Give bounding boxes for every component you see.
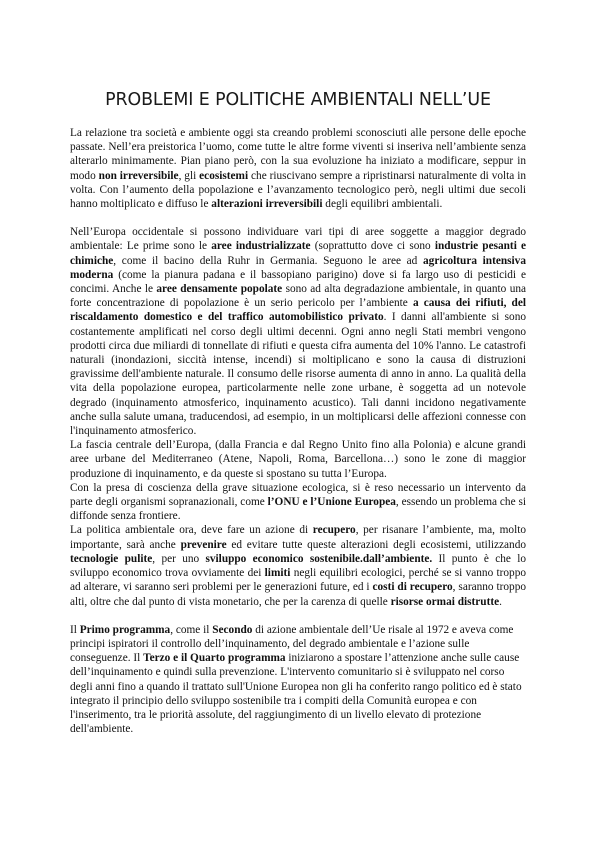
bold-text: tecnologie pulite (70, 552, 153, 565)
text-run: , saranno troppo alti, oltre che dal punto di vista monetario, che per la carenza di quelle (70, 581, 526, 608)
text-run: (come la pianura padana e il bassopiano parigino) dove si fa largo uso di pesticidi e concimi. Anche le (70, 268, 526, 296)
text-run: ed evitare tutte queste alterazioni degli ecosistemi, utilizzando (226, 538, 526, 551)
bold-text: Terzo e il Quarto programma (143, 652, 286, 665)
text-run: La fascia centrale dell’Europa, (dalla Francia e dal Regno Unito fino alla Polonia) e alcune grandi aree urbane del Mediterraneo (Atene, Napoli, Roma, Barcellona…) sono le zone di maggior produzione di inquinamento, e da queste si spostano su tutta l’Europa. (70, 439, 526, 480)
text-run: La relazione tra società e ambiente oggi sta creando problemi sconosciuti alle persone delle epoche passate. Nell’era preistorica l’uomo, come tutte le altre forme viventi si inseriva nell’ambiente senza alterarlo minimamente. Pian piano però, con la sua evoluzione ha iniziato a modificare, seppur in modo (70, 127, 526, 182)
text-run: La politica ambientale ora, deve fare un azione di (70, 524, 313, 537)
text-run: , gli (178, 169, 200, 182)
bold-text: prevenire (180, 538, 227, 551)
document-body (70, 126, 526, 736)
bold-text: non irreversibile (98, 169, 179, 182)
text-run: Il (70, 623, 80, 636)
paragraph (70, 623, 526, 737)
text-run: Nell’Europa occidentale si possono individuare vari tipi di aree soggette a maggior degrado ambientale: Le prime sono le (70, 226, 526, 253)
paragraph (70, 225, 526, 438)
text-run: Con la presa di coscienza della grave situazione ecologica, si è reso necessario un intervento da parte degli organismi sopranazionali, come (70, 481, 526, 509)
text-run: sono ad alta degradazione ambientale, in quanto una forte concentrazione di popolazione è un serio pericolo per l’ambiente (70, 283, 527, 310)
paragraph (70, 523, 526, 608)
bold-text: a causa dei rifiuti, del riscaldamento domestico e del traffico automobilistico privato (70, 297, 526, 324)
bold-text: risorse ormai distrutte (390, 595, 500, 608)
bold-text: aree densamente popolate (156, 283, 283, 296)
paragraph (70, 438, 526, 481)
bold-text: industrie pesanti e chimiche (70, 240, 526, 267)
text-run: , per uno (152, 552, 206, 565)
text-run: iniziarono a spostare l’attenzione anche sulle cause dell’inquinamento e quindi sulla prevenzione. L'intervento comunitario si è sviluppato nel corso degli anni fino a quando il trattato sull'Unione Europea non gli ha conferito rango politico ed è stato integrato il principio dello sviluppo sostenibile tra i compiti della Comunità europea e con l'inserimento, tra le priorità assolute, del raggiungimento di un livello elevato di protezione dell'ambiente. (70, 652, 522, 736)
text-run: degli equilibri ambientali. (322, 198, 443, 211)
text-run: , come il (170, 623, 213, 636)
text-run: . I danni all'ambiente si sono costantemente amplificati nel corso degli ultimi decenni. Ogni anno negli Stati membri vengono prodotti circa due miliardi di tonnellate di rifiuti e questa cifra aumenta del 10% l'anno. Le catastrofi naturali (inondazioni, siccità intense, incendi) si moltiplicano e sono la causa di distruzioni gravissime dell'ambiente naturale. Il consumo delle risorse aumenta di anno in anno. La qualità della vita della popolazione europea, particolarmente nelle zone urbane, è soggetta ad un notevole degrado (inquinamento atmosferico, inquinamento acustico). Tali danni incidono negativamente anche sulla salute umana, traducendosi, ad esempio, in un moltiplicarsi delle affezioni connesse con l'inquinamento atmosferico. (70, 311, 526, 438)
bold-text: agricoltura intensiva moderna (70, 254, 526, 281)
text-run: , come il bacino della Ruhr in Germania. Seguono le aree ad (113, 254, 424, 267)
bold-text: Secondo (212, 623, 253, 636)
text-run: (soprattutto dove ci sono (310, 240, 435, 253)
text-run: Il punto è che lo sviluppo economico trova ovviamente dei (70, 552, 527, 580)
bold-text: recupero (312, 524, 356, 537)
paragraph (70, 481, 526, 524)
text-run: , per risanare l’ambiente, ma, molto importante, sarà anche (70, 524, 526, 551)
bold-text: sviluppo economico sostenibile.dall’ambiente. (205, 552, 433, 565)
bold-text: aree industrializzate (211, 240, 311, 253)
text-run: . (499, 595, 502, 608)
text-run: di azione ambientale dell’Ue risale al 1972 e aveva come principi ispiratori il controllo dell’inquinamento, del degrado ambientale e l’azione sulle conseguenze. Il (70, 623, 514, 665)
text-run: negli equilibri ecologici, perché se si vanno troppo ad alterare, vi saranno seri problemi per le generazioni future, ed i (70, 567, 527, 594)
bold-text: Primo programma (79, 623, 171, 636)
bold-text: l’ONU e l’Unione Europea (267, 496, 396, 509)
page-title: PROBLEMI E POLITICHE AMBIENTALI NELL’UE (105, 90, 491, 110)
bold-text: ecosistemi (199, 169, 249, 182)
bold-text: limiti (264, 567, 291, 580)
bold-text: alterazioni irreversibili (211, 198, 323, 211)
paragraph (70, 126, 526, 211)
text-run: , essendo un problema che si diffonde senza frontiere. (70, 496, 526, 523)
bold-text: costi di recupero (372, 581, 453, 594)
text-run: che riuscivano sempre a ripristinarsi naturalmente di volta in volta. Con l’aumento della popolazione e l’avanzamento tecnologico però, negli ultimi due secoli hanno moltiplicato e diffuso le (70, 169, 526, 211)
